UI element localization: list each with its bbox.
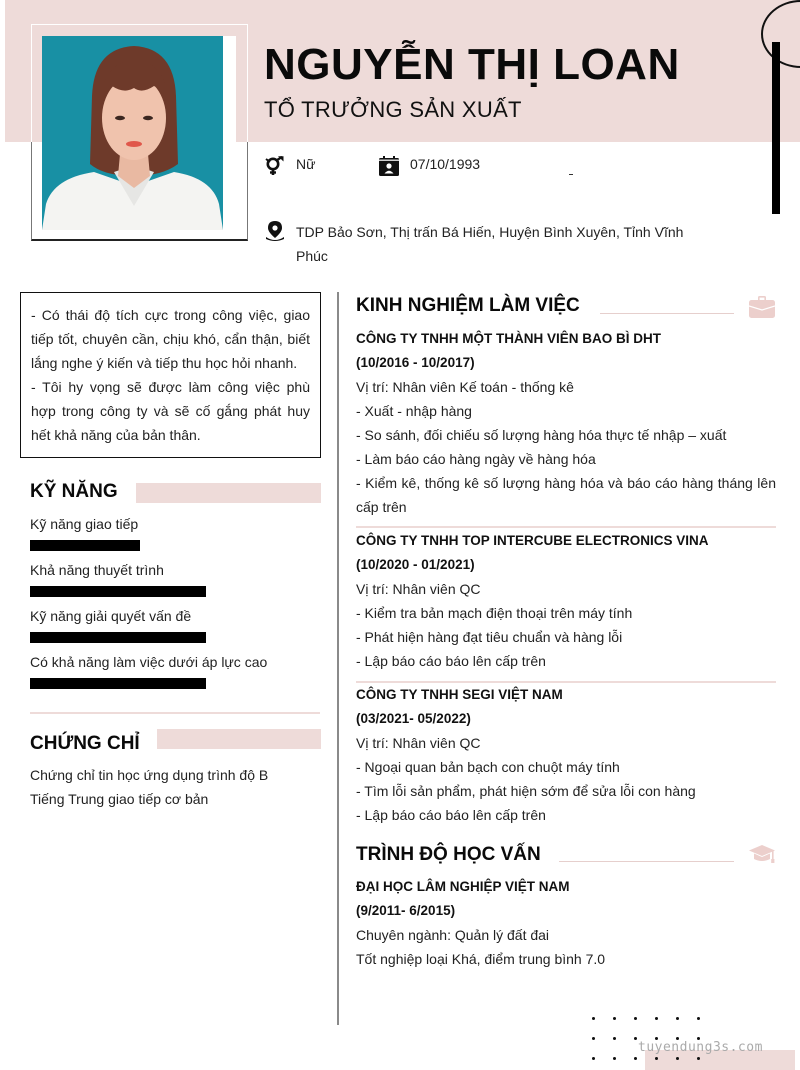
watermark: tuyendung3s.com [638, 1040, 763, 1055]
job-duty: - Lập báo cáo báo lên cấp trên [356, 653, 546, 669]
education-period: (9/2011- 6/2015) [356, 903, 456, 918]
calendar-user-icon [378, 156, 400, 176]
address-line-2: Phúc [296, 248, 328, 264]
photo-margin [223, 36, 236, 142]
map-pin-icon [264, 221, 286, 241]
job-divider [356, 526, 776, 528]
job-period: (03/2021- 05/2022) [356, 711, 471, 726]
skill-level-bar [30, 632, 206, 643]
education-title: TRÌNH ĐỘ HỌC VẤN [356, 844, 541, 865]
job-position: Vị trí: Nhân viên QC [356, 581, 481, 597]
portrait-illustration-icon [42, 36, 223, 230]
decorative-bar [772, 42, 780, 214]
job-company: CÔNG TY TNHH SEGI VIỆT NAM [356, 687, 563, 702]
experience-title: KINH NGHIỆM LÀM VIỆC [356, 295, 580, 316]
skill-level-bar [30, 540, 140, 551]
birthday-value: 07/10/1993 [410, 156, 481, 172]
job-duty: - Phát hiện hàng đạt tiêu chuẩn và hàng lỗi [356, 629, 623, 645]
job-duty: - Kiểm tra bản mạch điện thoại trên máy tính [356, 605, 633, 621]
skill-level-bar [30, 678, 206, 689]
skills-title-accent [136, 483, 321, 503]
skills-title: KỸ NĂNG [30, 481, 118, 502]
skill-label: Kỹ năng giải quyết vấn đề [30, 608, 192, 624]
job-entry [356, 327, 776, 519]
job-duty: - Ngoại quan bản bạch con chuột máy tính [356, 759, 620, 775]
skill-label: Kỹ năng giao tiếp [30, 516, 139, 532]
job-entry [356, 683, 776, 827]
job-company: CÔNG TY TNHH TOP INTERCUBE ELECTRONICS VINA [356, 533, 709, 548]
job-company: CÔNG TY TNHH MỘT THÀNH VIÊN BAO BÌ DHT [356, 331, 661, 346]
certificate-item: Chứng chỉ tin học ứng dụng trình độ B [30, 767, 269, 783]
gender-row [264, 156, 315, 176]
certificate-item: Tiếng Trung giao tiếp cơ bản [30, 791, 209, 807]
section-divider [30, 712, 320, 714]
column-divider [337, 292, 339, 1025]
school-name: ĐẠI HỌC LÂM NGHIỆP VIỆT NAM [356, 879, 570, 894]
skill-label: Khả năng thuyết trình [30, 562, 164, 578]
objective-paragraph: - Tôi hy vọng sẽ được làm công việc phù hợp trong công ty và sẽ cố gắng phát huy hết khả năng của bản thân. [31, 379, 310, 443]
job-period: (10/2016 - 10/2017) [356, 355, 475, 370]
section-rule [559, 861, 734, 862]
job-period: (10/2020 - 01/2021) [356, 557, 475, 572]
career-objective [20, 292, 321, 458]
job-duty: - Xuất - nhập hàng [356, 403, 472, 419]
objective-paragraph: - Có thái độ tích cực trong công việc, giao tiếp tốt, chuyên cần, chịu khó, cẩn thận, biết lắng nghe ý kiến và tiếp thu học hỏi nhanh. [31, 307, 310, 371]
job-duty: - Làm báo cáo hàng ngày về hàng hóa [356, 451, 596, 467]
education-major: Chuyên ngành: Quản lý đất đai [356, 927, 550, 943]
job-position: Vị trí: Nhân viên QC [356, 735, 481, 751]
certificates-title: CHỨNG CHỈ [30, 733, 140, 754]
job-duty: - So sánh, đối chiếu số lượng hàng hóa thực tế nhập – xuất [356, 427, 727, 443]
education-entry [356, 875, 776, 971]
profile-photo [42, 36, 223, 230]
job-duty: - Lập báo cáo báo lên cấp trên [356, 807, 546, 823]
gender-icon [264, 156, 286, 176]
job-duty: - Kiểm kê, thống kê số lượng hàng hóa và báo cáo hàng tháng lên cấp trên [356, 475, 776, 515]
address-line-1: TDP Bảo Sơn, Thị trấn Bá Hiến, Huyện Bình Xuyên, Tỉnh Vĩnh [296, 224, 684, 240]
separator-mark [569, 174, 573, 175]
candidate-name: NGUYỄN THỊ LOAN [264, 40, 680, 89]
briefcase-icon [749, 296, 775, 323]
address-row [264, 220, 684, 268]
job-title: TỔ TRƯỞNG SẢN XUẤT [264, 97, 522, 122]
gender-value: Nữ [296, 156, 316, 172]
job-duty: - Tìm lỗi sản phẩm, phát hiện sớm để sửa lỗi con hàng [356, 783, 696, 799]
skill-level-bar [30, 586, 206, 597]
education-result: Tốt nghiệp loại Khá, điểm trung bình 7.0 [356, 951, 606, 967]
job-entry [356, 529, 776, 673]
job-position: Vị trí: Nhân viên Kế toán - thống kê [356, 379, 574, 395]
certificates-title-accent [157, 729, 321, 749]
graduation-cap-icon [749, 845, 775, 870]
birthday-row [378, 156, 480, 176]
section-rule [600, 313, 734, 314]
skill-label: Có khả năng làm việc dưới áp lực cao [30, 654, 268, 670]
